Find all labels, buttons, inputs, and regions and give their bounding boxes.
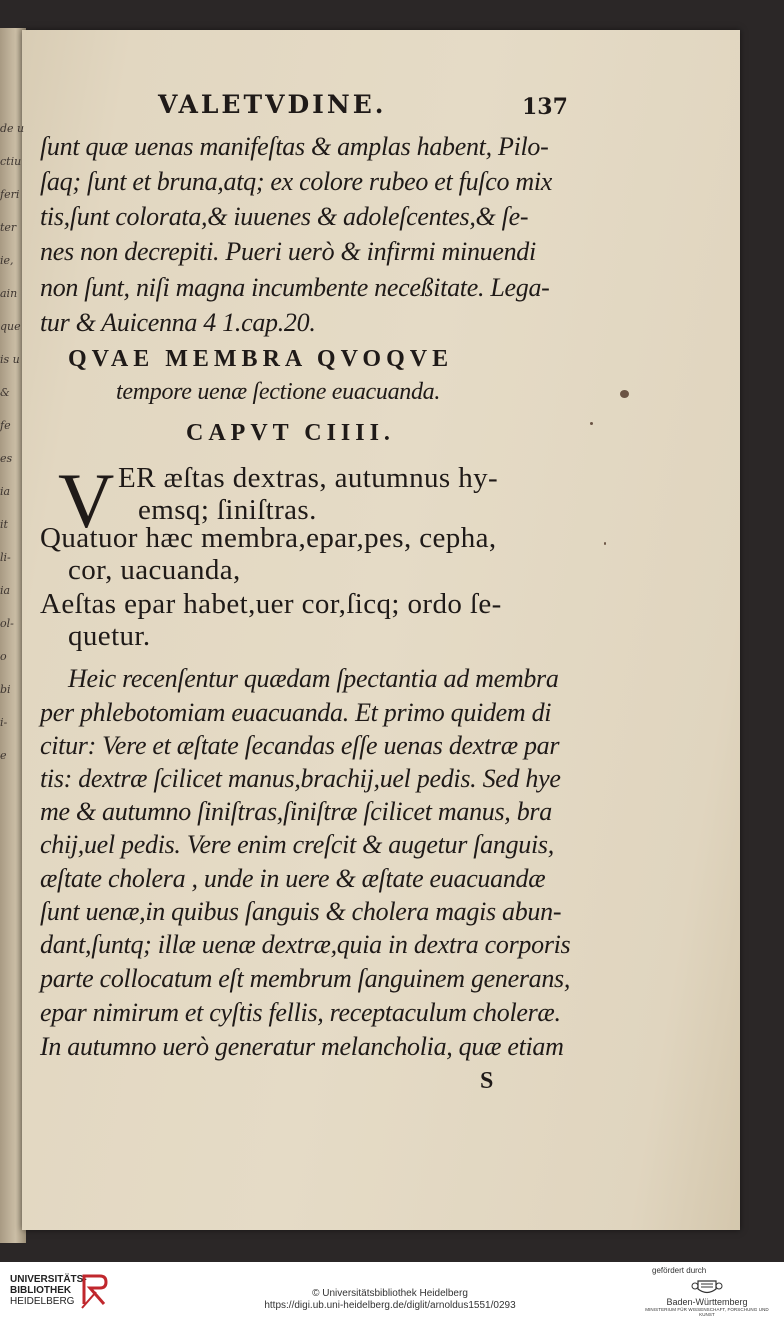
text-line: non ſunt, niſi magna incumbente neceßitate. Lega- [40, 273, 550, 302]
funding-block [642, 1266, 772, 1317]
library-logo-text [10, 1274, 87, 1307]
verse-line: cor, uacuanda, [68, 554, 241, 586]
facing-page-fragment: it [0, 518, 8, 531]
text-line: per phlebotomiam euacuanda. Et primo quidem di [40, 698, 552, 727]
verse-line: emsq; ſiniſtras. [138, 494, 317, 526]
library-logo-icon [80, 1270, 110, 1310]
text-line: Heic recenſentur quædam ſpectantia ad membra [68, 664, 559, 693]
funder-subtitle: MINISTERIUM FÜR WISSENSCHAFT, FORSCHUNG UND KUNST [645, 1307, 769, 1317]
text-line: me & autumno ſiniſtras,ſiniſtræ ſcilicet manus, bra [40, 797, 552, 826]
library-name-line: HEIDELBERG [10, 1296, 75, 1307]
text-line: ſaq; ſunt et bruna,atq; ex colore rubeo et fuſco mix [40, 167, 552, 196]
facing-page-fragment: es [0, 452, 13, 465]
text-line: citur: Vere et æſtate ſecandas eſſe uenas dextræ par [40, 731, 560, 760]
facing-page-fragment: de u [0, 122, 24, 135]
section-subheading: tempore uenæ ſectione euacuanda. [116, 379, 441, 405]
facing-page-fragment: i- [0, 716, 8, 729]
facing-page-fragment: fe [0, 419, 11, 432]
chapter-heading: CAPVT CIIII. [186, 420, 395, 446]
facing-page-fragment: ctiu [0, 155, 22, 168]
book-page [22, 30, 740, 1230]
text-line: tis,ſunt colorata,& iuuenes & adoleſcentes,& ſe- [40, 202, 529, 231]
facing-page-fragment: ia [0, 584, 11, 597]
text-line: nes non decrepiti. Pueri uerò & infirmi minuendi [40, 237, 536, 266]
text-line: chij,uel pedis. Vere enim creſcit & augetur ſanguis, [40, 830, 554, 859]
verse-line: quetur. [68, 620, 151, 652]
text-line: tur & Auicenna 4 1.cap.20. [40, 308, 316, 337]
verse-line: ER æſtas dextras, autumnus hy- [118, 462, 499, 494]
paper-stain [604, 542, 606, 545]
facing-page-fragment: bi [0, 683, 11, 696]
text-line: parte collocatum eſt membrum ſanguinem generans, [40, 964, 571, 993]
facing-page-fragment: ter [0, 221, 17, 234]
page-number: 137 [522, 94, 568, 120]
facing-page-fragment: o [0, 650, 7, 663]
viewer-footer [0, 1262, 784, 1318]
copyright-text: © Universitätsbibliothek Heidelberg [312, 1288, 468, 1299]
text-line: In autumno uerò generatur melancholia, quæ etiam [40, 1032, 564, 1061]
text-line: dant,ſuntq; illæ uenæ dextræ,quia in dextra corporis [40, 930, 571, 959]
text-line: ſunt uenæ,in quibus ſanguis & cholera magis abun- [40, 897, 562, 926]
facing-page-fragment: ia [0, 485, 11, 498]
paper-stain [590, 422, 593, 425]
facing-page-fragment: feri [0, 188, 20, 201]
text-line: tis: dextræ ſcilicet manus,brachij,uel pedis. Sed hye [40, 764, 561, 793]
paper-stain [620, 390, 629, 398]
facing-page-fragment: ie, [0, 254, 14, 267]
section-heading: QVAE MEMBRA QVOQVE [68, 346, 454, 372]
signature-mark: S [480, 1068, 494, 1094]
facing-page-fragment: e [0, 749, 7, 762]
text-line: ſunt quæ uenas manifeſtas & amplas habent, Pilo- [40, 132, 549, 161]
running-head: VALETVDINE. [158, 90, 387, 119]
footer-credits [220, 1288, 560, 1312]
facing-page-fragment: ain [0, 287, 18, 300]
verse-line: Quatuor hæc membra,epar,pes, cepha, [40, 522, 497, 554]
facing-page-fragment: ol- [0, 617, 14, 630]
text-line: epar nimirum et cyſtis fellis, receptaculum choleræ. [40, 998, 561, 1027]
library-name-line: UNIVERSITÄTS- [10, 1274, 87, 1285]
state-crest-icon [690, 1277, 724, 1297]
library-name-line: BIBLIOTHEK [10, 1285, 72, 1296]
facing-page-fragment: que [0, 320, 21, 333]
verse-line: Aeſtas epar habet,uer cor,ſicq; ordo ſe- [40, 588, 502, 620]
funder-name: Baden-Württemberg [666, 1297, 748, 1307]
permalink[interactable]: https://digi.ub.uni-heidelberg.de/diglit/arnoldus1551/0293 [264, 1300, 516, 1311]
funding-label: gefördert durch [652, 1266, 707, 1275]
drop-cap: V [58, 457, 115, 544]
facing-page-fragment: & [0, 386, 10, 399]
text-line: æſtate cholera , unde in uere & æſtate euacuandæ [40, 864, 546, 893]
facing-page-fragment: li- [0, 551, 11, 564]
facing-page-fragment: is u [0, 353, 20, 366]
